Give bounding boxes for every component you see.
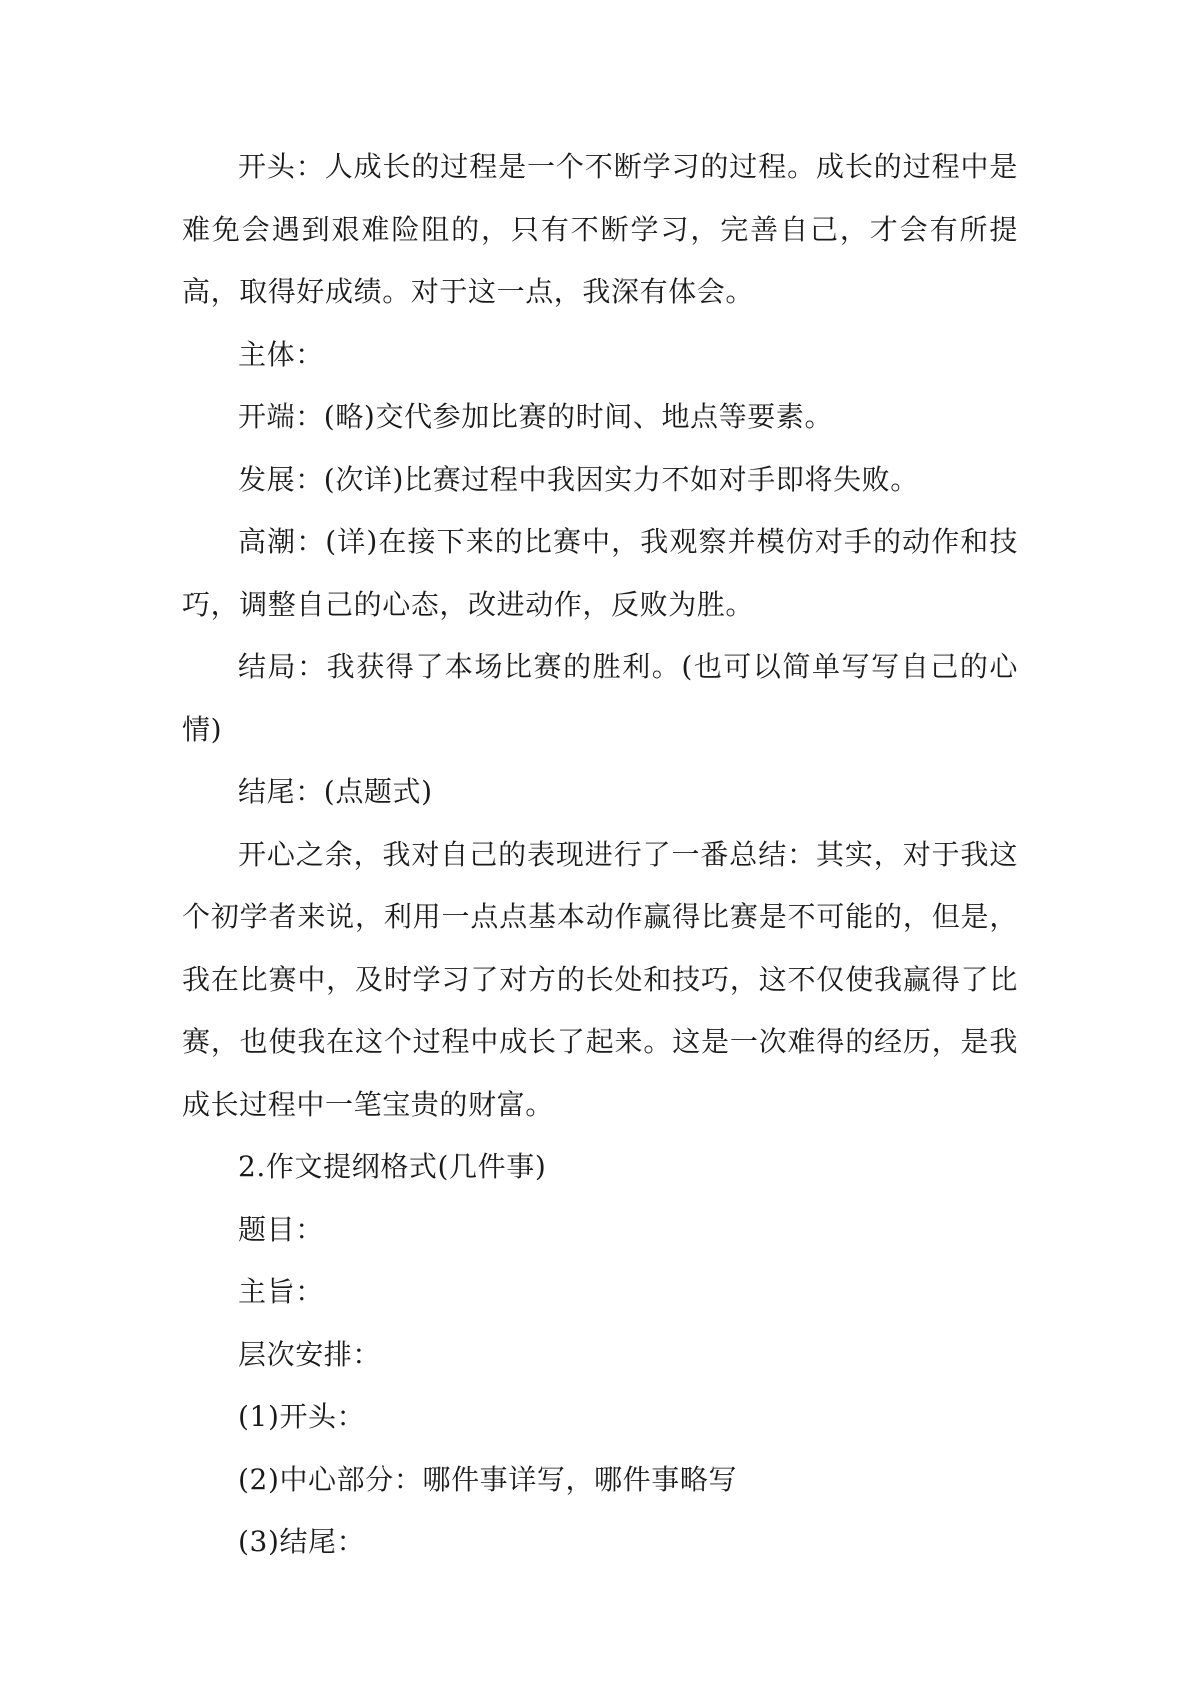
paragraph-ending-label: 结尾：(点题式) <box>238 775 433 808</box>
paragraph-beginning: 开端：(略)交代参加比赛的时间、地点等要素。 <box>238 400 834 433</box>
paragraph-opening: 开头：人成长的过程是一个不断学习的过程。成长的过程中是难免会遇到艰难险阻的，只有不断学习，完善自己，才会有所提高，取得好成绩。对于这一点，我深有体会。 <box>182 150 1018 308</box>
outline-theme-field: 主旨： <box>238 1275 324 1308</box>
paragraph-main-body-label: 主体： <box>238 337 324 371</box>
paragraph-ending-text: 开心之余，我对自己的表现进行了一番总结：其实，对于我这个初学者来说，利用一点点基本动作赢得比赛是不可能的，但是，我在比赛中，及时学习了对方的长处和技巧，这不仅使我赢得了比赛，也使我在这个过程中成长了起来。这是一次难得的经历，是我成长过程中一笔宝贵的财富。 <box>182 837 1018 1121</box>
outline-item-ending: (3)结尾： <box>238 1525 366 1558</box>
paragraph-development: 发展：(次详)比赛过程中我因实力不如对手即将失败。 <box>238 462 919 496</box>
outline-title-field: 题目： <box>238 1212 324 1246</box>
section-heading-outline-format: 2.作文提纲格式(几件事) <box>238 1150 547 1183</box>
outline-item-opening: (1)开头： <box>238 1400 366 1433</box>
document-body <box>182 136 1018 1574</box>
outline-structure-field: 层次安排： <box>238 1337 382 1371</box>
paragraph-outcome: 结局：我获得了本场比赛的胜利。(也可以简单写写自己的心情) <box>182 650 1018 746</box>
paragraph-climax: 高潮：(详)在接下来的比赛中，我观察并模仿对手的动作和技巧，调整自己的心态，改进动作，反败为胜。 <box>182 525 1018 621</box>
outline-item-center: (2)中心部分：哪件事详写，哪件事略写 <box>238 1462 738 1496</box>
